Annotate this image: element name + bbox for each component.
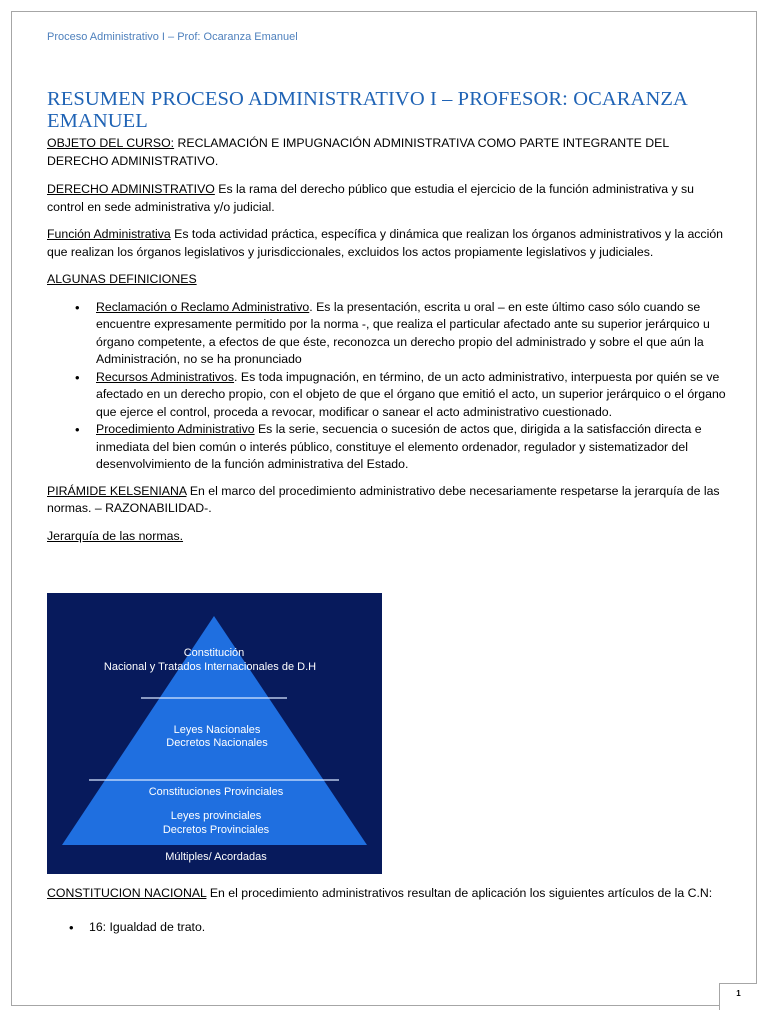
definition-text: . Es toda impugnación, en término, de un acto administrativo, interpuesta por quién se ve afectado en un derecho propio, con el objeto de que el órgano que emitió el acto, un superior jerárquico o el órgano que ejerce el control, proceda a revocar, modificar o sanear el acto administrativo cuestionado. <box>96 369 726 419</box>
definition-term: Procedimiento Administrativo <box>96 422 255 436</box>
definition-item <box>47 369 727 422</box>
constitucion-section <box>47 885 727 936</box>
piramide-paragraph <box>47 483 727 518</box>
funcion-text: Es toda actividad práctica, específica y dinámica que realizan los órganos administrativos y la acción que realizan los órganos legislativos y jurisdiccionales, excluidos los actos propiamente legislativos y judiciales. <box>47 227 723 259</box>
constitucion-paragraph <box>47 885 727 903</box>
pyramid-diagram <box>47 593 382 874</box>
objeto-term: OBJETO DEL CURSO: <box>47 136 175 150</box>
funcion-term: Función Administrativa <box>47 227 171 241</box>
definition-term: Reclamación o Reclamo Administrativo <box>96 299 310 314</box>
objeto-text: RECLAMACIÓN E IMPUGNACIÓN ADMINISTRATIVA COMO PARTE INTEGRANTE DEL DERECHO ADMINISTRATIVO. <box>47 136 669 168</box>
piramide-term: PIRÁMIDE KELSENIANA <box>47 483 187 498</box>
objeto-paragraph <box>47 135 727 170</box>
pyramid-level-label: Constitución <box>183 647 245 659</box>
pyramid-level-label: Decretos Nacionales <box>166 737 268 749</box>
running-header: Proceso Administrativo I – Prof: Ocaranza Emanuel <box>47 31 298 43</box>
definition-text: Es la serie, secuencia o sucesión de actos que, dirigida a la satisfacción directa e inmediata del bien común o interés público, constituye el elemento ordenador, regulador y sistematizador del desenvolvimiento de la función administrativa del Estado. <box>96 422 702 471</box>
page-number-box <box>719 983 757 1010</box>
pyramid-level-label: Múltiples/ Acordadas <box>165 851 267 863</box>
pyramid-level-label: Leyes provinciales <box>170 810 262 822</box>
pyramid-level-label: Constituciones Provinciales <box>148 786 284 798</box>
definition-item <box>47 299 727 369</box>
pyramid-level-label: Nacional y Tratados Internacionales de D.H <box>103 661 317 673</box>
derecho-paragraph <box>47 181 727 216</box>
definition-term: Recursos Administrativos <box>96 369 235 384</box>
constitucion-text: En el procedimiento administrativos resultan de aplicación los siguientes artículos de la C.N: <box>206 886 713 900</box>
article-item: • 16: Igualdad de trato. <box>47 919 727 937</box>
definition-text: . Es la presentación, escrita u oral – en este último caso sólo cuando se encuentre expresamente permitido por la norma -, que realiza el particular afectado ante su superior jerárquico u órgano competente, a efectos de que éste, reconozca un derecho propio del administrado y sobre el que aún la Administración, no se ha pronunciado <box>96 299 710 366</box>
piramide-text: En el marco del procedimiento administrativo debe necesariamente respetarse la jerarquía de las normas. – RAZONABILIDAD-. <box>47 483 720 515</box>
document-title: RESUMEN PROCESO ADMINISTRATIVO I – PROFESOR: OCARANZA EMANUEL <box>47 88 687 132</box>
derecho-term: DERECHO ADMINISTRATIVO <box>47 182 215 196</box>
document-body <box>47 135 727 545</box>
definitions-list <box>47 299 727 474</box>
definiciones-heading: ALGUNAS DEFINICIONES <box>47 272 197 286</box>
constitucion-term: CONSTITUCION NACIONAL <box>47 886 207 900</box>
pyramid-level-label: Decretos Provinciales <box>162 824 270 836</box>
page-number: 1 <box>736 989 741 998</box>
pyramid-level-label: Leyes Nacionales <box>173 724 261 736</box>
pyramid-figure <box>47 593 382 874</box>
articles-list <box>47 919 727 937</box>
funcion-paragraph <box>47 226 727 261</box>
definition-item <box>47 421 727 474</box>
jerarquia-heading: Jerarquía de las normas. <box>47 528 184 543</box>
derecho-text: Es la rama del derecho público que estudia el ejercicio de la función administrativa y su control en sede administrativa y/o judicial. <box>47 182 695 214</box>
